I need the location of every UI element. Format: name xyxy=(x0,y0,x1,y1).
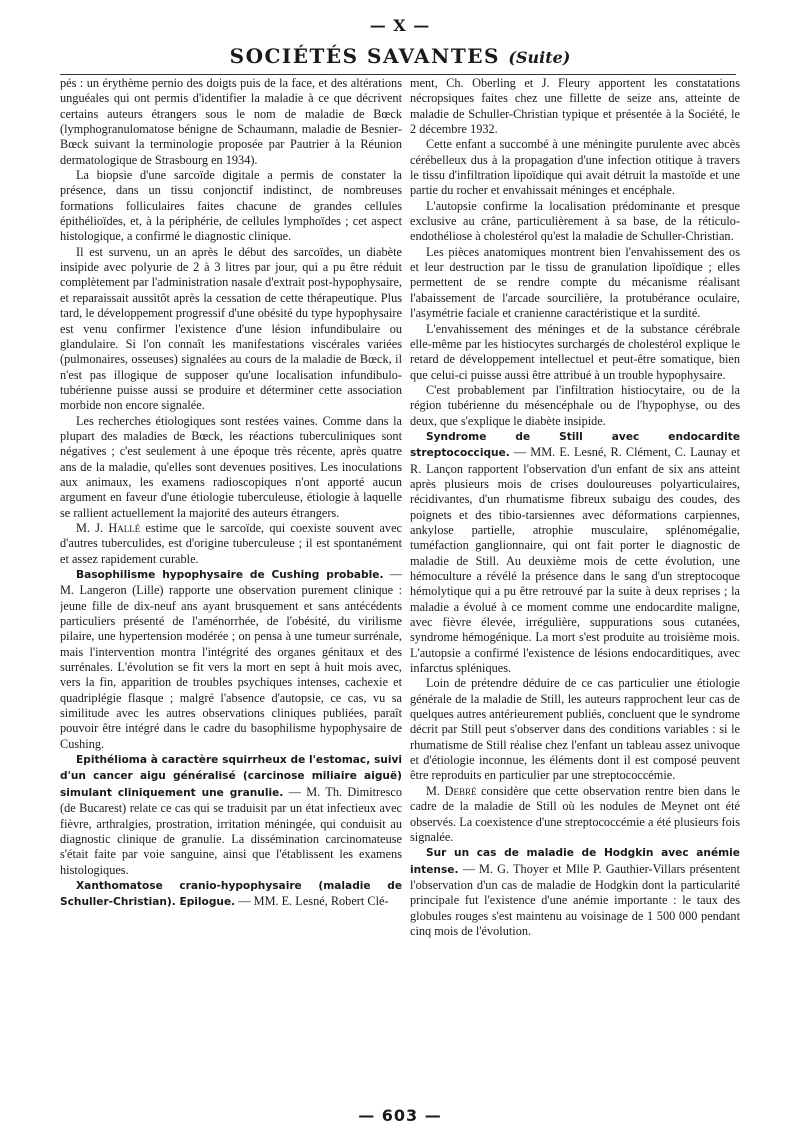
paragraph xyxy=(60,76,402,168)
paragraph-text: Loin de prétendre déduire de ce cas particulier une étiologie générale de la maladie de Still, les auteurs rapprochent leur cas de quelques autres antérieurement publiés, concluent que le syndrome décrit par Still peut s'observer dans des conditions variables : si le rhumatisme de Still réalise chez l'enfant un tableau assez univoque et d'étiologie inconnue, les éléments dont il est composé peuvent être reproduits en particulier par une streptococcémie. xyxy=(410,676,740,783)
section-title-suffix: (Suite) xyxy=(508,48,571,67)
paragraph-text: — M. Th. Dimitresco (de Bucarest) relate ce cas qui se traduisit par un état infectieux avec fièvre, arthralgies, prostration, irritation méningée, qui conduisit au diagnostic clinique de granulie. La dissémination carcinomateuse s'était faite par voie sanguine, ainsi que l'établissent les examens histologiques. xyxy=(60,784,402,877)
section-title-text: SOCIÉTÉS SAVANTES xyxy=(229,44,500,68)
section-heading: Epithélioma à caractère squirrheux de l'estomac, suivi d'un cancer aigu généralisé (carcinose miliaire aiguë) simulant cliniquement une granulie. xyxy=(60,754,402,799)
paragraph-text: estime que le sarcoïde, qui coexiste souvent avec d'autres tuberculides, est d'origine tuberculeuse ; il est spontanément et assez rapidement curable. xyxy=(60,520,402,566)
paragraph-text: Les pièces anatomiques montrent bien l'envahissement des os et leur destruction par le tissu de granulation lipoïdique ; elles permettent de se rendre compte du mécanisme réalisant l'abaissement de l'arcade sourcilière, la protubérance oculaire, l'asymétrie faciale et cranienne caractéristique et la surdité. xyxy=(410,244,740,321)
right-column xyxy=(410,76,740,1098)
paragraph xyxy=(60,414,402,521)
paragraph xyxy=(60,168,402,245)
paragraph-text: considère que cette observation rentre bien dans le cadre de la maladie de Still où les nodules de Meynet ont été observés. La coexistence d'une streptococcémie a été plusieurs fois signalée. xyxy=(410,783,740,844)
author-name: M. Debré xyxy=(426,783,477,798)
page-number: — 603 — xyxy=(358,1106,442,1125)
paragraph xyxy=(410,784,740,845)
paragraph-text: C'est probablement par l'infiltration histiocytaire, ou de la région tubérienne du mésencéphale ou de l'hypophyse, ou des deux, que s'explique le diabète insipide. xyxy=(410,382,740,428)
paragraph-text: — M. Langeron (Lille) rapporte une observation purement clinique : jeune fille de dix-neuf ans ayant brusquement et sans antécédents particuliers présenté de l'aménorrhée, de l'obésité, du virilisme pilaire, une hypertension modérée ; on pensa à une tumeur surrénale, mais l'intervention montra l'intégrité des organes génitaux et des surrénales. L'évolution se fit vers la mort en sept à huit mois avec, vers la fin, apparition de troubles psychiques intenses, cachexie et quadriplégie flasque ; malgré l'absence d'autopsie, ce cas, vu sa similitude avec les autres observations cliniques publiées, paraît pouvoir être intégré dans le cadre du basophilisme hypophysaire de Cushing. xyxy=(60,567,402,751)
paragraph-text: Les recherches étiologiques sont restées vaines. Comme dans la plupart des maladies de Bœck, les réactions tuberculiniques sont négatives ; c'est seulement à une époque très récente, après quatre ans de la maladie, qu'elles sont devenues positives. Les inoculations aux animaux, les examens radioscopiques n'ont apporté aucun argument en faveur d'une étiologie tuberculeuse, étiologie à laquelle se rallient actuellement la majorité des auteurs étrangers. xyxy=(60,413,402,520)
paragraph xyxy=(410,322,740,383)
section-heading: Xanthomatose cranio-hypophysaire (maladie de Schuller-Christian). Epilogue. xyxy=(60,879,402,909)
paragraph xyxy=(410,76,740,137)
paragraph-text: ment, Ch. Oberling et J. Fleury apportent les constatations nécropsiques faites chez une fillette de seize ans, atteinte de maladie de Schuller-Christian typique et présentée à la Société, le 2 décembre 1932. xyxy=(410,76,740,137)
paragraph-text: — MM. E. Lesné, Robert Clé- xyxy=(235,894,389,909)
paragraph xyxy=(410,137,740,198)
left-column xyxy=(60,76,402,1098)
paragraph xyxy=(60,752,402,878)
paragraph-text: L'envahissement des méninges et de la substance cérébrale elle-même par les histiocytes surchargés de cholestérol explique le retard de développement intellectuel et peut-être somatique, bien que celui-ci puisse aussi être attribué à un trouble hypophysaire. xyxy=(410,321,740,382)
paragraph xyxy=(60,567,402,752)
paragraph-text: Il est survenu, un an après le début des sarcoïdes, un diabète insipide avec polyurie de 2 à 3 litres par jour, qui a pu être réduit complètement par l'administration nasale d'extrait post-hypophysaire, et reparaissait aussitôt après la cessation de cette thérapeutique. Plus tard, le développement progressif d'une obésité du type hypophysaire est venu confirmer l'existence d'une lésion infundibulaire ou glandulaire. Si l'on connaît les manifestations viscérales variées (pulmonaires, osseuses) signalées au cours de la maladie de Bœck, il n'est pas illogique de supposer qu'une localisation infundibulo-tubérienne puisse aussi se produire et déterminer cette association morbide non encore signalée. xyxy=(60,244,402,413)
paragraph xyxy=(410,845,740,939)
page-roman-numeral: — X — xyxy=(369,16,431,35)
header-rule xyxy=(60,74,736,75)
paragraph xyxy=(60,245,402,414)
paragraph-text: — M. G. Thoyer et Mlle P. Gauthier-Villars présentent l'observation d'un cas de maladie de Hodgkin dont la particularité principale fut l'existence d'une anémie importante : le taux des globules rouges s'est maintenu au voisinage de 1 500 000 pendant cinq mois de l'évolution. xyxy=(410,861,740,938)
paragraph-text: — MM. E. Lesné, R. Clément, C. Launay et R. Lançon rapportent l'observation d'un enfant de six ans atteint après plusieurs mois de crises douloureuses polyarticulaires, récidivantes, d'un rhumatisme fibreux subaigu des coudes, des poignets et des tibio-tarsiennes avec déformations carpiennes, ankylose partielle, atrophie musculaire, splénomégalie, tuméfaction ganglionnaire, qui ont fait porter le diagnostic de maladie de Still. Au deuxième mois de cette évolution, une hémoculture a révélé la présence dans le sang d'un streptocoque hémolytique qui a pu être retrouvé par la suite à deux reprises ; la maladie a évolué à ce moment comme une endocardite maligne, avec fièvre élevée, irrégulière, suppurations sous cutanées, syndrome hémogénique. La mort s'est produite au troisième mois. L'autopsie a confirmé l'existence de lésions endocarditiques, avec infarctus spléniques. xyxy=(410,445,740,676)
paragraph xyxy=(410,429,740,677)
paragraph-text: Cette enfant a succombé à une méningite purulente avec abcès cérébelleux dus à la propagation d'une infection otitique à travers le tissu d'infiltration lipoïdique qui avait détruit la mastoïde et une partie du rocher et envahissait méninges et encéphale. xyxy=(410,137,740,198)
author-name: M. J. Hallé xyxy=(76,520,141,535)
paragraph xyxy=(410,199,740,245)
paragraph xyxy=(410,676,740,783)
paragraph-text: L'autopsie confirme la localisation prédominante et presque exclusive au crâne, particulièrement à sa base, de la réticulo-endothéliose à cholestérol qu'est la maladie de Schuller-Christian. xyxy=(410,198,740,244)
section-title xyxy=(0,44,800,68)
paragraph xyxy=(60,521,402,567)
section-heading: Basophilisme hypophysaire de Cushing probable. xyxy=(76,569,384,581)
paragraph xyxy=(410,245,740,322)
section-heading: Syndrome de Still avec endocardite streptococcique. xyxy=(410,430,740,460)
section-heading: Sur un cas de maladie de Hodgkin avec anémie intense. xyxy=(410,847,740,876)
paragraph-text: pés : un érythème pernio des doigts puis de la face, et des altérations unguéales qui ont permis d'identifier la maladie à ce que décrivent certains auteurs étrangers sous le nom de maladie de Bœck (lymphogranulomatose bénigne de Schaumann, maladie de Besnier-Bœck suivant la terminologie proposée par Pautrier à la Réunion dermatologique de Strasbourg en 1934). xyxy=(60,76,402,167)
paragraph xyxy=(60,878,402,911)
paragraph xyxy=(410,383,740,429)
paragraph-text: La biopsie d'une sarcoïde digitale a permis de constater la présence, dans un tissu conjonctif indistinct, de nombreuses formations folliculaires faites chacune de grandes cellules épithélioïdes, et, à la périphérie, de cellules lymphoïdes ; cet aspect histologique, a confirmé le diagnostic clinique. xyxy=(60,168,402,244)
